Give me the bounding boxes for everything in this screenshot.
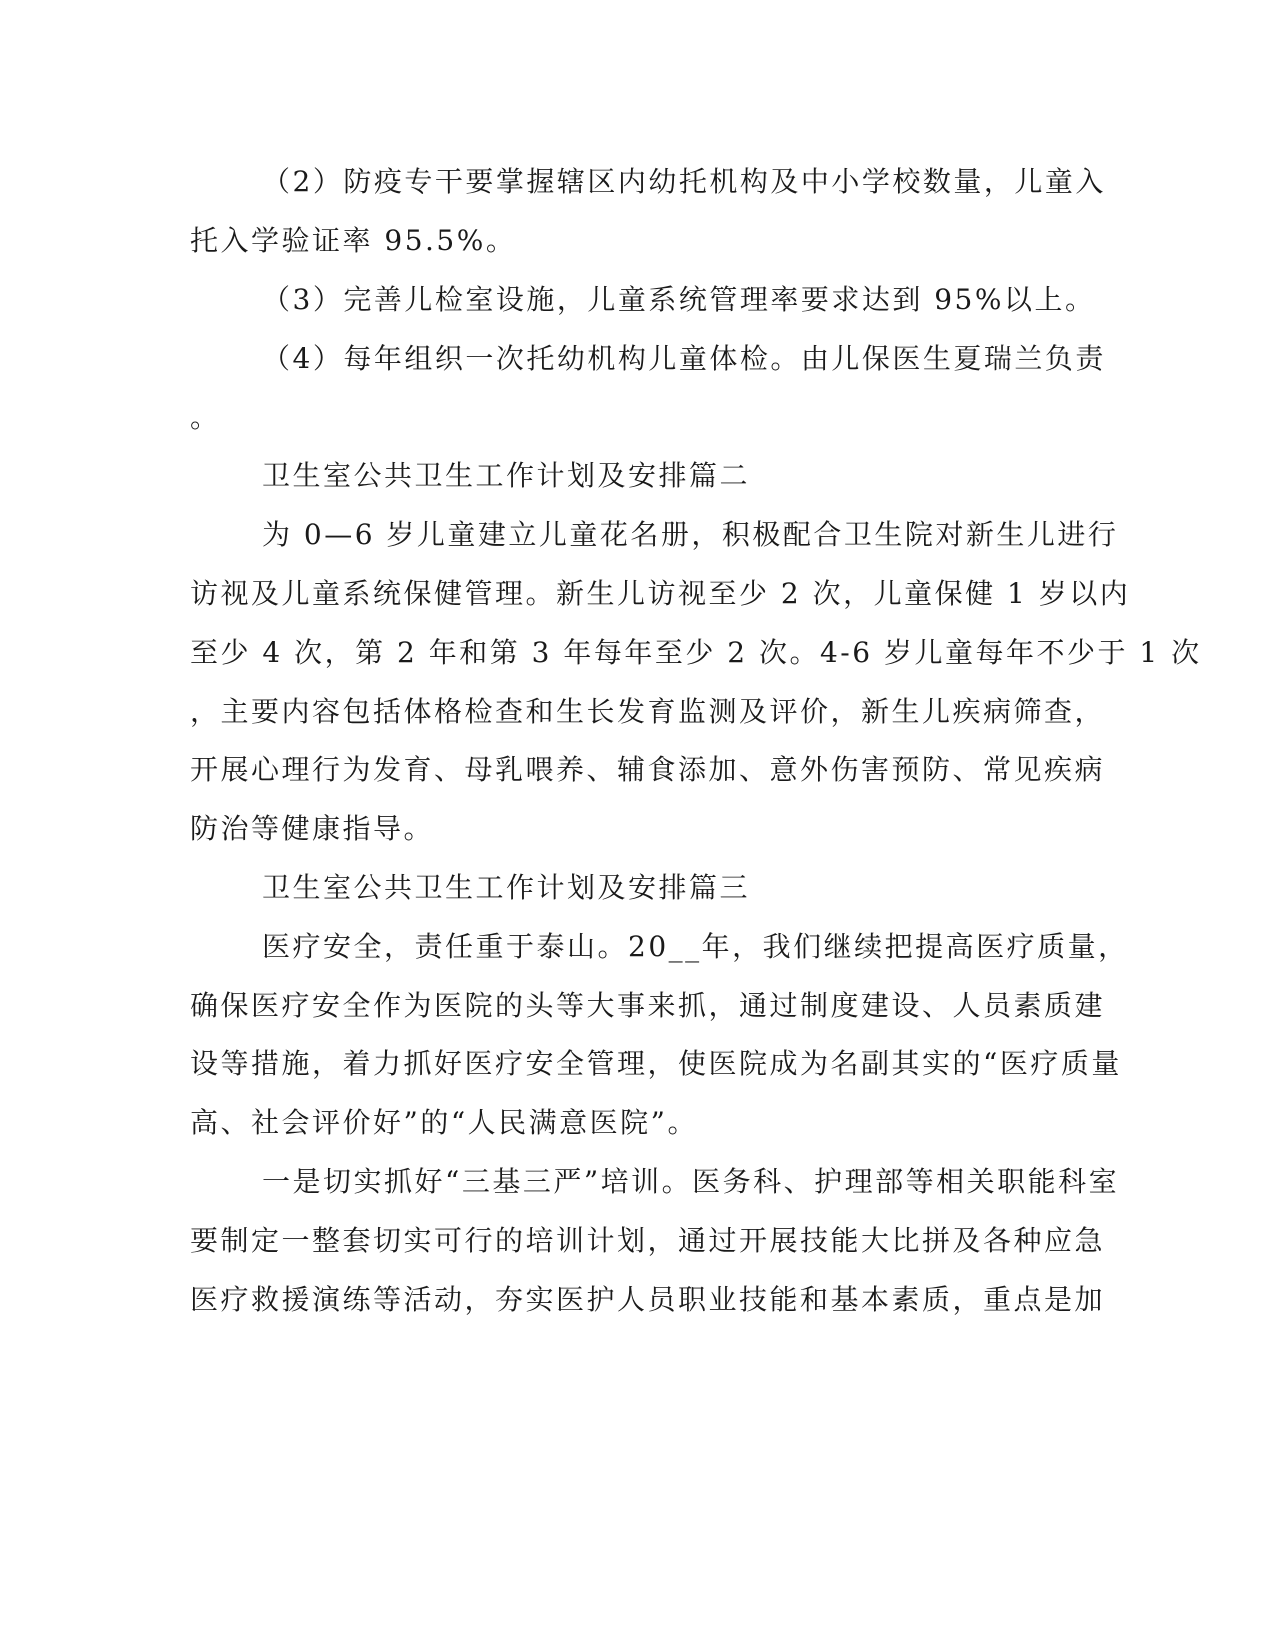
paragraph-line: 。 [190, 401, 221, 434]
paragraph-line: 开展心理行为发育、母乳喂养、辅食添加、意外伤害预防、常见疾病 [190, 753, 1106, 786]
section-heading: 卫生室公共卫生工作计划及安排篇三 [262, 871, 751, 904]
paragraph-line: 托入学验证率 95.5%。 [190, 224, 517, 257]
paragraph-line: 设等措施，着力抓好医疗安全管理，使医院成为名副其实的“医疗质量 [190, 1047, 1122, 1080]
paragraph-line: 一是切实抓好“三基三严”培训。医务科、护理部等相关职能科室 [262, 1165, 1120, 1198]
paragraph-line: （2）防疫专干要掌握辖区内幼托机构及中小学校数量，儿童入 [262, 165, 1106, 198]
paragraph-line: 医疗救援演练等活动，夯实医护人员职业技能和基本素质，重点是加 [190, 1283, 1106, 1316]
paragraph-line: 防治等健康指导。 [190, 812, 435, 845]
paragraph-line: 访视及儿童系统保健管理。新生儿访视至少 2 次，儿童保健 1 岁以内 [190, 577, 1131, 610]
paragraph-line: 为 0—6 岁儿童建立儿童花名册，积极配合卫生院对新生儿进行 [262, 518, 1119, 551]
paragraph-line: 要制定一整套切实可行的培训计划，通过开展技能大比拼及各种应急 [190, 1224, 1106, 1257]
paragraph-line: ，主要内容包括体格检查和生长发育监测及评价，新生儿疾病筛查， [190, 695, 1106, 728]
section-heading: 卫生室公共卫生工作计划及安排篇二 [262, 459, 751, 492]
paragraph-line: （3）完善儿检室设施，儿童系统管理率要求达到 95%以上。 [262, 283, 1096, 316]
paragraph-line: 高、社会评价好”的“人民满意医院”。 [190, 1106, 698, 1139]
paragraph-line: 医疗安全，责任重于泰山。20__年，我们继续把提高医疗质量， [262, 930, 1129, 963]
paragraph-line: （4）每年组织一次托幼机构儿童体检。由儿保医生夏瑞兰负责 [262, 342, 1106, 375]
paragraph-line: 确保医疗安全作为医院的头等大事来抓，通过制度建设、人员素质建 [190, 989, 1106, 1022]
paragraph-line: 至少 4 次，第 2 年和第 3 年每年至少 2 次。4-6 岁儿童每年不少于 1 次 [190, 636, 1202, 669]
